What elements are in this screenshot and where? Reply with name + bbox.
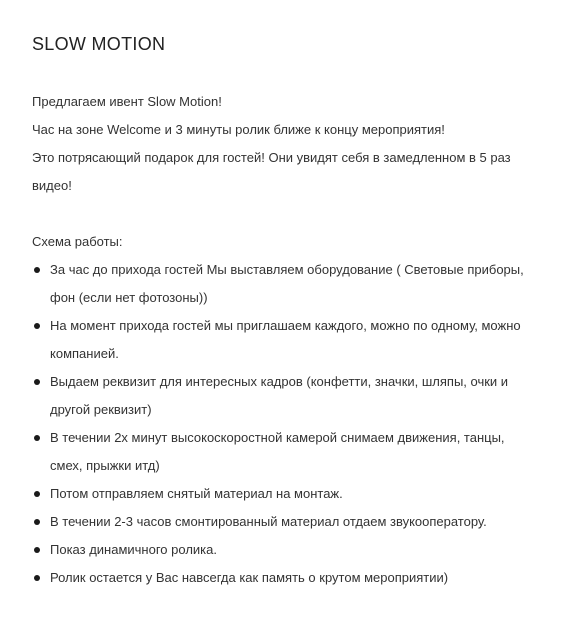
list-item-text: Показ динамичного ролика. bbox=[50, 542, 217, 557]
bullet-icon bbox=[34, 435, 40, 441]
list-item-text: За час до прихода гостей Мы выставляем оборудование ( Световые приборы, фон (если нет фотозоны)) bbox=[50, 262, 524, 305]
scheme-label: Схема работы: bbox=[32, 234, 123, 249]
intro-block bbox=[32, 88, 534, 200]
intro-line: Час на зоне Welcome и 3 минуты ролик ближе к концу мероприятия! bbox=[32, 122, 445, 137]
page-title: SLOW MOTION bbox=[32, 34, 166, 54]
list-item-text: В течении 2х минут высокоскоростной камерой снимаем движения, танцы, смех, прыжки итд) bbox=[50, 430, 505, 473]
steps-list bbox=[32, 256, 534, 592]
list-item-text: На момент прихода гостей мы приглашаем каждого, можно по одному, можно компанией. bbox=[50, 318, 521, 361]
bullet-icon bbox=[34, 575, 40, 581]
bullet-icon bbox=[34, 491, 40, 497]
list-item bbox=[32, 256, 534, 312]
list-item bbox=[32, 564, 534, 592]
list-item-text: В течении 2-3 часов смонтированный материал отдаем звукооператору. bbox=[50, 514, 487, 529]
bullet-icon bbox=[34, 267, 40, 273]
list-item-text: Потом отправляем снятый материал на монтаж. bbox=[50, 486, 343, 501]
intro-line: Это потрясающий подарок для гостей! Они увидят себя в замедленном в 5 раз видео! bbox=[32, 150, 511, 193]
list-item bbox=[32, 508, 534, 536]
intro-line: Предлагаем ивент Slow Motion! bbox=[32, 94, 222, 109]
bullet-icon bbox=[34, 323, 40, 329]
list-item bbox=[32, 312, 534, 368]
list-item bbox=[32, 536, 534, 564]
list-item bbox=[32, 424, 534, 480]
list-item-text: Ролик остается у Вас навсегда как память о крутом мероприятии) bbox=[50, 570, 449, 585]
bullet-icon bbox=[34, 547, 40, 553]
list-item bbox=[32, 480, 534, 508]
list-item-text: Выдаем реквизит для интересных кадров (конфетти, значки, шляпы, очки и другой реквизит) bbox=[50, 374, 509, 417]
list-item bbox=[32, 368, 534, 424]
bullet-icon bbox=[34, 519, 40, 525]
bullet-icon bbox=[34, 379, 40, 385]
